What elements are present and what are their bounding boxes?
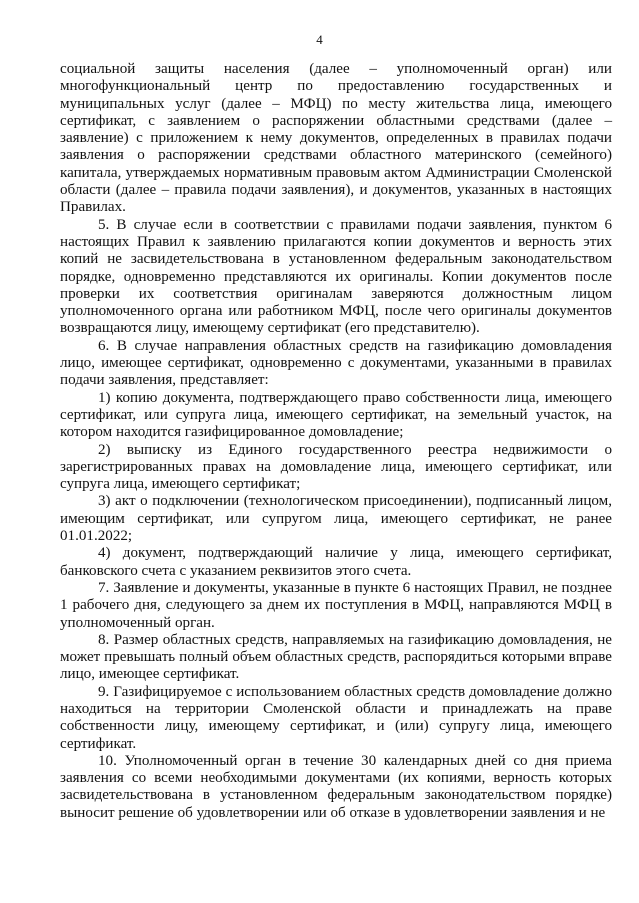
page-number: 4: [316, 32, 323, 47]
paragraph-item-5: 5. В случае если в соответствии с правилами подачи заявления, пунктом 6 настоящих Правил к заявлению прилагаются копии документов и верность этих копий не засвидетельствована в установленном федеральным законодательством порядке, одновременно представляются их оригиналы. Копии документов после проверки их соответствия оригиналам заверяются должностным лицом уполномоченного органа или работником МФЦ, после чего оригиналы документов возвращаются лицу, имеющему сертификат (его представителю).: [60, 216, 612, 337]
subitem-6-2: 2) выписку из Единого государственного реестра недвижимости о зарегистрированных правах на домовладение лица, имеющего сертификат, или супруга лица, имеющего сертификат;: [60, 441, 612, 493]
paragraph-item-10: 10. Уполномоченный орган в течение 30 календарных дней со дня приема заявления со всеми необходимыми документами (их копиями, верность которых засвидетельствована в установленном федеральным законодательством порядке) выносит решение об удовлетворении или об отказе в удовлетворении заявления и не: [60, 752, 612, 821]
document-body: [60, 61, 612, 822]
paragraph-item-9: 9. Газифицируемое с использованием областных средств домовладение должно находиться на территории Смоленской области и принадлежать на праве собственности лицу, имеющему сертификат, и (или) супругу лица, имеющего сертификат.: [60, 683, 612, 752]
paragraph-item-8: 8. Размер областных средств, направляемых на газификацию домовладения, не может превышать полный объем областных средств, распорядиться которыми вправе лицо, имеющее сертификат.: [60, 631, 612, 683]
subitem-6-3: 3) акт о подключении (технологическом присоединении), подписанный лицом, имеющим сертификат, или супругом лица, имеющего сертификат, не ранее 01.01.2022;: [60, 493, 612, 545]
paragraph-item-6: 6. В случае направления областных средств на газификацию домовладения лицо, имеющее сертификат, одновременно с документами, указанными в правилах подачи заявления, представляет:: [60, 337, 612, 389]
paragraph-continuation: социальной защиты населения (далее – уполномоченный орган) или многофункциональный центр по предоставлению государственных и муниципальных услуг (далее – МФЦ) по месту жительства лица, имеющего сертификат, с заявлением о распоряжении областными средствами (далее – заявление) с приложением к нему документов, определенных в правилах подачи заявления о распоряжении средствами областного материнского (семейного) капитала, утверждаемых нормативным правовым актом Администрации Смоленской области (далее – правила подачи заявления), и документов, указанных в настоящих Правилах.: [60, 61, 612, 216]
subitem-6-4: 4) документ, подтверждающий наличие у лица, имеющего сертификат, банковского счета с указанием реквизитов этого счета.: [60, 545, 612, 579]
paragraph-item-7: 7. Заявление и документы, указанные в пункте 6 настоящих Правил, не позднее 1 рабочего дня, следующего за днем их поступления в МФЦ, направляются МФЦ в уполномоченный орган.: [60, 579, 612, 631]
subitem-6-1: 1) копию документа, подтверждающего право собственности лица, имеющего сертификат, или супруга лица, имеющего сертификат, на земельный участок, на котором находится газифицированное домовладение;: [60, 389, 612, 441]
